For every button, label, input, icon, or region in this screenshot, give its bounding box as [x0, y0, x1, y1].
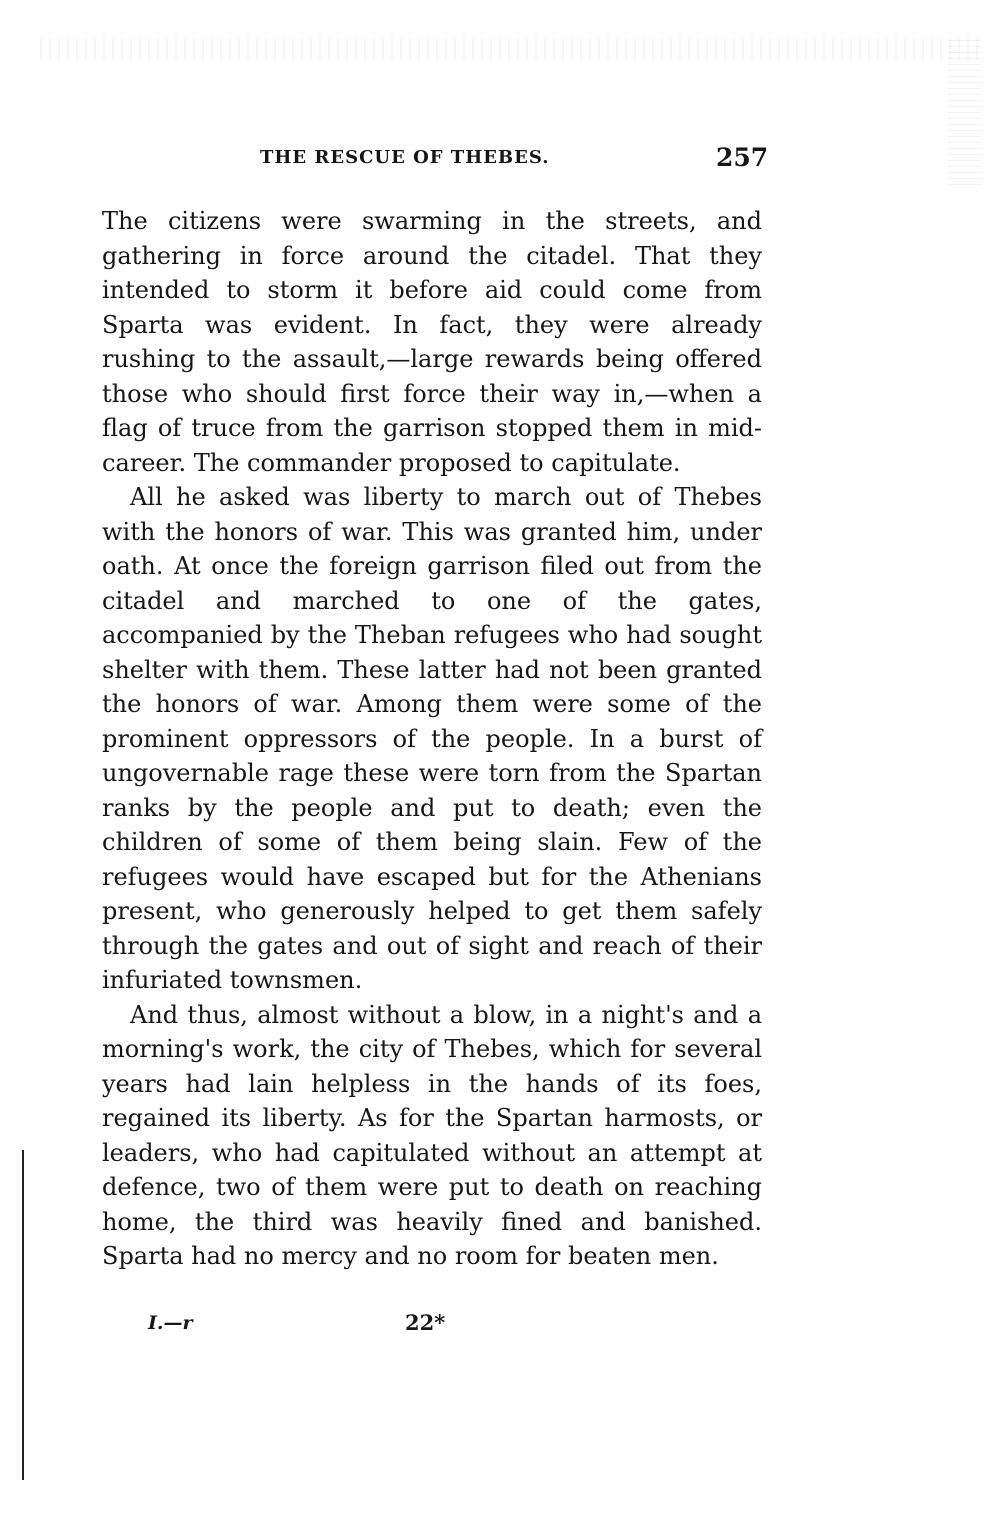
- scan-noise-right: [948, 40, 982, 190]
- scan-noise-top: [40, 38, 980, 60]
- running-title: THE RESCUE OF THEBES.: [260, 147, 550, 168]
- paragraph-3: And thus, almost without a blow, in a night's and a morning's work, the city of Thebes, which for several years had lain helpless in the hands of its foes, regained its liberty. As for the Spartan harmosts, or leaders, who had capitulated without an attempt at defence, two of them were put to death on reaching home, the third was heavily fined and banished. Sparta had no mercy and no room for beaten men.: [102, 1000, 762, 1270]
- page-number: 257: [716, 143, 769, 172]
- paragraph-2: All he asked was liberty to march out of Thebes with the honors of war. This was granted him, under oath. At once the foreign garrison filed out from the citadel and marched to one of the gates, accompanied by the Theban refugees who had sought shelter with them. These latter had not been granted the honors of war. Among them were some of the prominent oppressors of the people. In a burst of ungovernable rage these were torn from the Spartan ranks by the people and put to death; even the children of some of them being slain. Few of the refugees would have escaped but for the Athenians present, who generously helped to get them safely through the gates and out of sight and reach of their infuriated townsmen.: [102, 483, 762, 994]
- sheet-number: 22*: [405, 1310, 446, 1335]
- signature-mark: I.—r: [148, 1312, 193, 1334]
- scan-edge-line: [22, 1150, 24, 1480]
- body-text: [102, 204, 762, 1274]
- paragraph-1: The citizens were swarming in the streets, and gathering in force around the citadel. That they intended to storm it before aid could come from Sparta was evident. In fact, they were already rushing to the assault,—large rewards being offered those who should first force their way in,—when a flag of truce from the garrison stopped them in mid-career. The commander proposed to capitulate.: [102, 207, 762, 477]
